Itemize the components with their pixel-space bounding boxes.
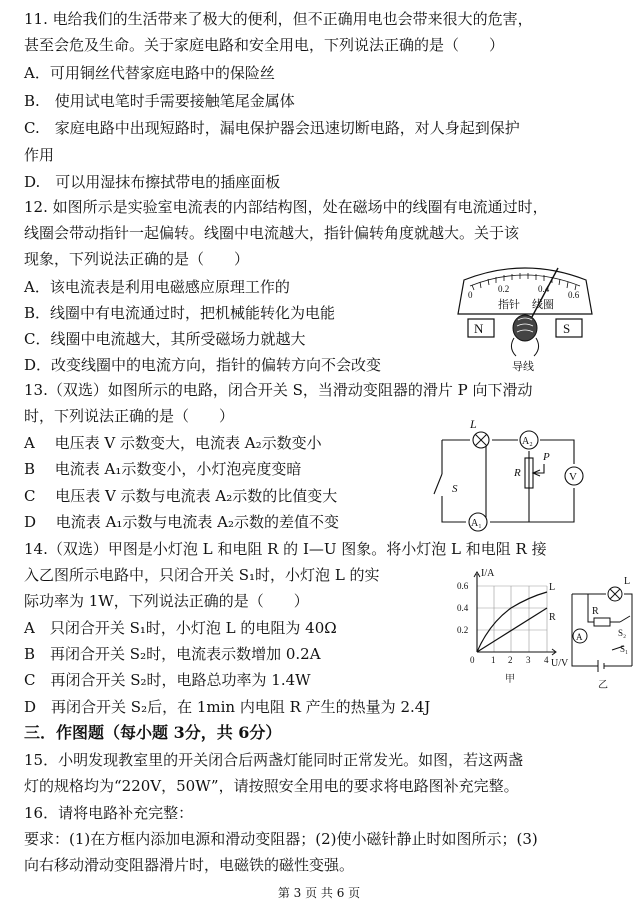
curve-l-label: L — [549, 582, 556, 593]
yi-lamp-label: L — [624, 576, 631, 587]
xtick-1: 1 — [491, 655, 496, 665]
ammeter-structure-figure — [450, 262, 600, 374]
scale-label-0-4: 0.4 — [538, 284, 550, 294]
q13-option-b: B 电流表 A₁示数变小，小灯泡亮度变暗 — [24, 460, 302, 478]
xtick-4: 4 — [544, 655, 549, 665]
q11-option-a: A．可用铜丝代替家庭电路中的保险丝 — [24, 64, 275, 82]
q14-option-c: C 再闭合开关 S₂时，电路总功率为 1.4W — [24, 671, 311, 689]
magnet-s-label: S — [563, 321, 571, 336]
q14-stem-line2: 入乙图所示电路中，只闭合开关 S₁时，小灯泡 L 的实 — [24, 566, 380, 584]
q14-stem-line3: 际功率为 1W，下列说法正确的是（ ） — [24, 592, 309, 610]
ytick-0-4: 0.4 — [457, 603, 469, 613]
coil-label: 线圈 — [532, 299, 554, 311]
voltmeter-v-label: V — [569, 471, 577, 483]
lamp-l-label: L — [470, 417, 477, 431]
xtick-3: 3 — [526, 655, 531, 665]
q12-stem-line3: 现象，下列说法正确的是（ ） — [24, 250, 250, 268]
scale-label-0-6: 0.6 — [568, 290, 580, 300]
q13-option-d: D 电流表 A₁示数与电流表 A₂示数的差值不变 — [24, 513, 340, 531]
q14-option-b: B 再闭合开关 S₂时，电流表示数增加 0.2A — [24, 645, 321, 663]
q15-line1: 15．小明发现教室里的开关闭合后两盏灯能同时正常发光。如图，若这两盏 — [24, 751, 524, 769]
yi-ammeter-label: A — [576, 632, 583, 642]
q12-stem-line2: 线圈会带动指针一起偏转。线圈中电流越大，指针偏转角度就越大。关于该 — [24, 224, 520, 242]
q12-option-d: D．改变线圈中的电流方向，指针的偏转方向不会改变 — [24, 356, 382, 374]
q12-option-b: B．线圈中有电流通过时，把机械能转化为电能 — [24, 304, 336, 322]
q16-line3: 向右移动滑动变阻器滑片时，电磁铁的磁性变强。 — [24, 856, 355, 874]
ammeter-a2-label: A₂ — [522, 436, 533, 447]
iu-graph-jia — [453, 566, 569, 690]
q11-stem-line2: 甚至会危及生命。关于家庭电路和安全用电，下列说法正确的是（ ） — [24, 36, 505, 54]
coil-drum — [513, 315, 537, 341]
switch-s-label: S — [452, 483, 458, 495]
wire-label: 导线 — [512, 361, 534, 373]
q11-option-b: B. 使用试电笔时手需要接触笔尾金属体 — [24, 92, 295, 110]
q16-line2: 要求：(1)在方框内添加电源和滑动变阻器；(2)使小磁针静止时如图所示；(3) — [24, 830, 538, 848]
caption-yi: 乙 — [598, 680, 608, 691]
q13-option-c: C 电压表 V 示数与电流表 A₂示数的比值变大 — [24, 487, 338, 505]
q14-stem-line1: 14.（双选）甲图是小灯泡 L 和电阻 R 的 I—U 图象。将小灯泡 L 和电阻 R 接 — [24, 540, 547, 558]
q11-stem-line1: 11. 电给我们的生活带来了极大的便利，但不正确用电也会带来很大的危害， — [24, 10, 533, 28]
q11-option-c-line2: 作用 — [24, 146, 55, 164]
slider-p-label: P — [543, 451, 550, 463]
ytick-0-6: 0.6 — [457, 581, 469, 591]
caption-jia: 甲 — [505, 674, 515, 685]
q13-option-a: A 电压表 V 示数变大，电流表 A₂示数变小 — [24, 434, 322, 452]
q13-stem-line1: 13.（双选）如图所示的电路，闭合开关 S，当滑动变阻器的滑片 P 向下滑动 — [24, 381, 533, 399]
graph-ylabel: I/A — [481, 568, 495, 579]
page-footer: 第 3 页 共 6 页 — [277, 886, 361, 900]
q14-option-d: D 再闭合开关 S₂后，在 1min 内电阻 R 产生的热量为 2.4J — [24, 698, 431, 716]
yi-s2-label: S₂ — [618, 628, 627, 638]
q11-option-c-line1: C. 家庭电路中出现短路时，漏电保护器会迅速切断电路，对人身起到保护 — [24, 119, 520, 137]
ytick-0-2: 0.2 — [457, 625, 469, 635]
q16-line1: 16．请将电路补充完整： — [24, 804, 194, 822]
xtick-2: 2 — [508, 655, 513, 665]
magnet-n-label: N — [474, 321, 484, 336]
q12-stem-line1: 12. 如图所示是实验室电流表的内部结构图，处在磁场中的线圈有电流通过时， — [24, 198, 548, 216]
pointer-label: 指针 — [498, 299, 520, 311]
resistor-r-label: R — [514, 467, 521, 479]
section3-title: 三．作图题（每小题 3分，共 6分） — [24, 723, 282, 742]
q13-circuit-figure — [430, 414, 600, 529]
q11-option-d: D. 可以用湿抹布擦拭带电的插座面板 — [24, 173, 281, 191]
q12-option-a: A．该电流表是利用电磁感应原理工作的 — [24, 278, 290, 296]
curve-l — [477, 592, 547, 652]
q15-line2: 灯的规格均为“220V，50W”，请按照安全用电的要求将电路图补充完整。 — [24, 777, 519, 795]
q12-option-c: C．线圈中电流越大，其所受磁场力就越大 — [24, 330, 306, 348]
origin-0: 0 — [470, 655, 475, 665]
q14-option-a: A 只闭合开关 S₁时，小灯泡 L 的电阻为 40Ω — [24, 619, 337, 637]
scale-label-0-2: 0.2 — [498, 284, 510, 294]
scale-label-0: 0 — [468, 290, 473, 300]
ammeter-a1-label: A₁ — [471, 518, 482, 529]
graph-xlabel: U/V — [551, 658, 569, 669]
line-r-label: R — [549, 612, 556, 623]
yi-s1-label: S₁ — [620, 644, 629, 654]
yi-resistor-label: R — [592, 606, 599, 617]
q13-stem-line2: 时，下列说法正确的是（ ） — [24, 407, 235, 425]
circuit-yi — [568, 574, 636, 692]
